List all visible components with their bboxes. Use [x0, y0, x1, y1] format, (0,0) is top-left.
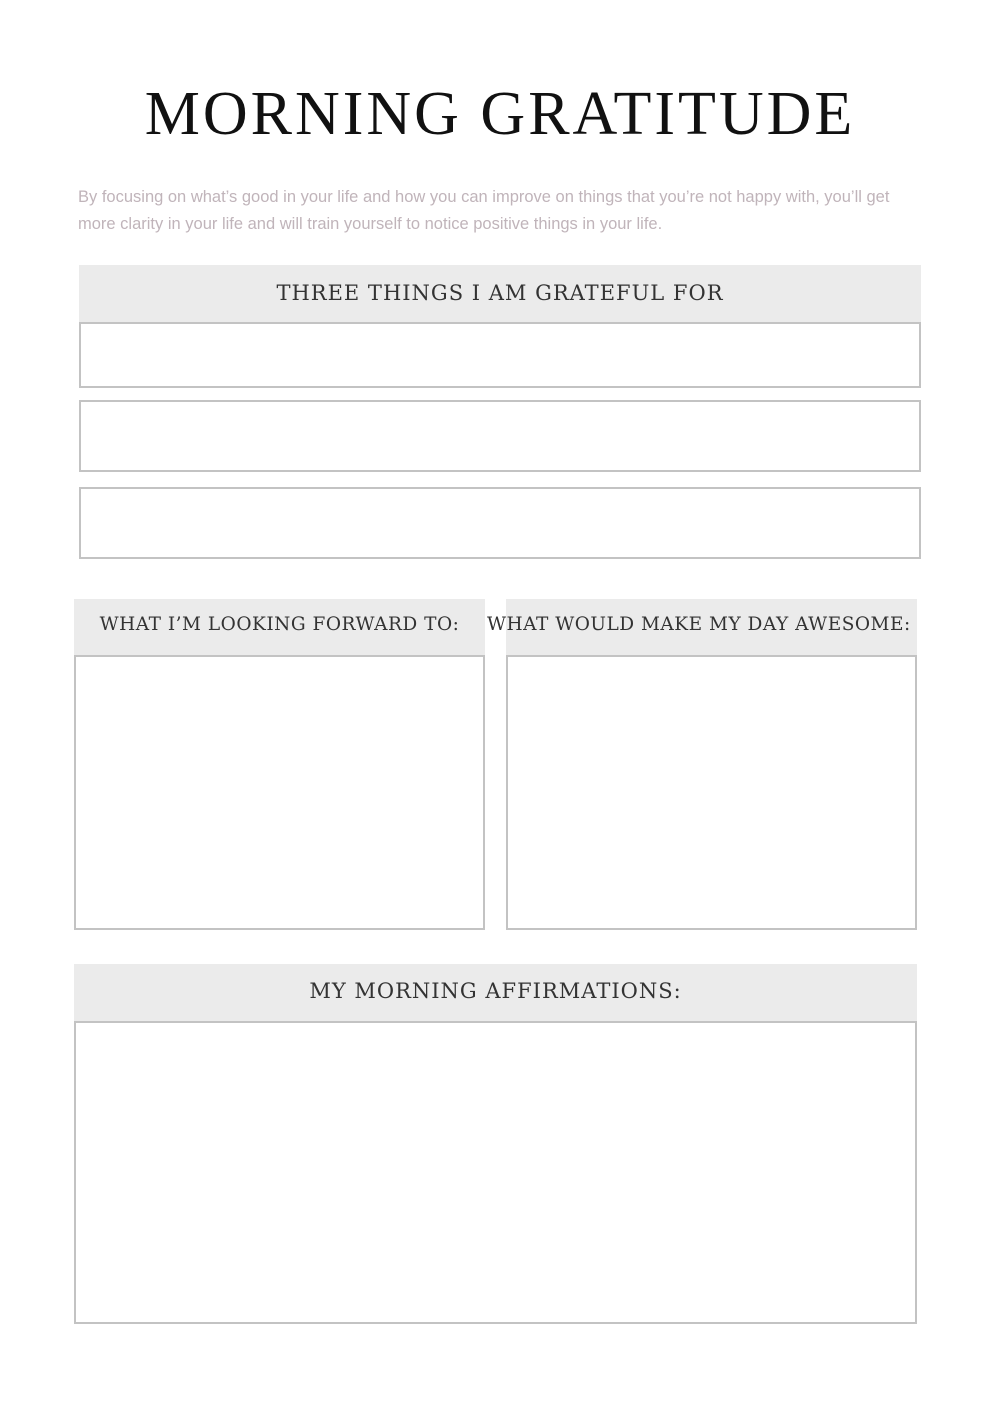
looking-forward-heading: WHAT I’M LOOKING FORWARD TO:	[99, 614, 460, 635]
affirmations-box[interactable]	[74, 1021, 917, 1324]
grateful-entry-3-box[interactable]	[79, 487, 921, 559]
awesome-day-section-header	[487, 599, 917, 655]
awesome-day-box[interactable]	[506, 655, 917, 930]
grateful-entry-2-box[interactable]	[79, 400, 921, 472]
looking-forward-section-header	[74, 599, 485, 655]
grateful-section-heading: THREE THINGS I AM GRATEFUL FOR	[276, 281, 724, 305]
affirmations-section-header	[74, 964, 917, 1021]
grateful-section-header	[79, 265, 921, 322]
looking-forward-box[interactable]	[74, 655, 485, 930]
intro-paragraph: By focusing on what’s good in your life and how you can improve on things that you’re not happy with, you’ll get more clarity in your life and will train yourself to notice positive things in your life.	[78, 188, 890, 233]
affirmations-heading: MY MORNING AFFIRMATIONS:	[309, 979, 682, 1003]
awesome-day-heading: WHAT WOULD MAKE MY DAY AWESOME:	[487, 614, 911, 635]
page-title: MORNING GRATITUDE	[144, 80, 856, 148]
grateful-entry-1-box[interactable]	[79, 322, 921, 388]
